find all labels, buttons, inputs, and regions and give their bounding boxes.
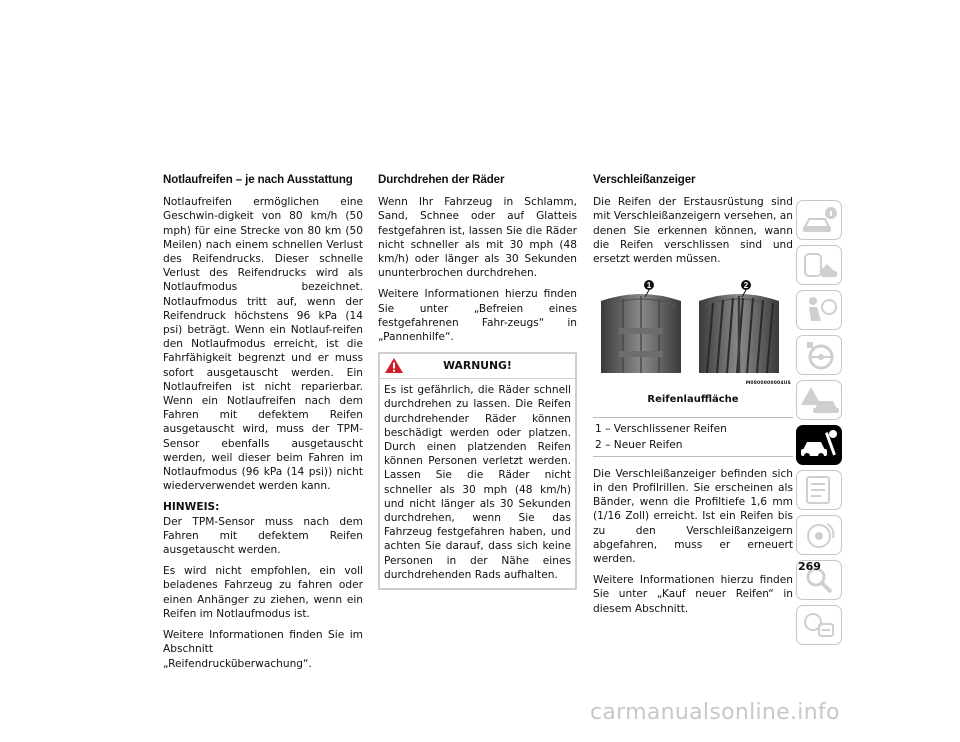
tab-language[interactable] (796, 605, 842, 645)
tab-car-info[interactable] (796, 200, 842, 240)
paragraph: Weitere Informationen hierzu finden Sie unter „Kauf neuer Reifen“ in diesem Abschnitt. (593, 574, 793, 615)
tab-maintenance-list[interactable] (796, 470, 842, 510)
note-title: HINWEIS: (163, 501, 220, 514)
paragraph: Die Reifen der Erstausrüstung sind mit Verschleißanzeigern versehen, an denen Sie erkennen können, wann die Reifen verschlissen sind und ersetzt werden müssen. (593, 196, 794, 266)
worn-tire-image (601, 294, 681, 373)
warning-title: WARNUNG! (443, 359, 512, 373)
marker-2-label: 2 (743, 281, 749, 291)
marker-1-label: 1 (646, 281, 652, 291)
car-wrench-icon (797, 426, 841, 464)
tab-steering-wheel[interactable] (796, 335, 842, 375)
paragraph: Notlaufreifen ermöglichen eine Geschwin-digkeit von 80 km/h (50 mph) für eine Strecke von 80 km (50 Meilen) nach einem schnellen Verlust des Reifendrucks. Dieser schnelle Verlust des Reifendrucks wird als Notlaufmodus bezeichnet. Notlaufmodus tritt auf, wenn der Reifendruck höchstens 96 kPa (14 psi) beträgt. Wenn ein Notlauf-reifen den Notlaufmodus erreicht, ist die Fahrfähigkeit begrenzt und er muss sofort ausgetauscht werden. Ein Notlaufreifen ist nicht reparierbar. Wenn ein Notlaufreifen nach dem Fahren mit defektem Reifen ausgetauscht wird, muss der TPM-Sensor ebenfalls ausgetauscht werden, weil dieser beim Fahren im Notlaufmodus (96 kPa (14 psi)) nicht wiederverwendet werden kann. (163, 196, 363, 493)
multimedia-icon (797, 516, 841, 554)
column-middle (378, 173, 577, 590)
legend-item: 2 – Neuer Reifen (595, 438, 683, 451)
tab-car-wrench[interactable] (796, 425, 842, 465)
new-tire-image (699, 294, 779, 373)
tab-car-key[interactable] (796, 245, 842, 285)
tab-multimedia[interactable] (796, 515, 842, 555)
watermark: carmanualsonline.info (590, 700, 840, 725)
figure-legend (593, 417, 793, 456)
tire-tread-figure (593, 273, 793, 391)
heading-notlaufreifen: Notlaufreifen – je nach Ausstattung (163, 174, 353, 186)
paragraph: Wenn Ihr Fahrzeug in Schlamm, Sand, Schnee oder auf Glatteis festgefahren ist, lassen Sie die Räder nicht schneller als mit 30 mph (48 km/h) oder länger als 30 Sekunden ununterbrochen durchdrehen. (378, 196, 577, 280)
maintenance-list-icon (797, 471, 841, 509)
paragraph: Es wird nicht empfohlen, ein voll beladenes Fahrzeug zu fahren oder einen Anhänger zu ziehen, wenn ein Reifen im Notlaufmodus ist. (163, 565, 363, 620)
paragraph: Weitere Informationen hierzu finden Sie unter „Befreien eines festgefahrenen Fahr-zeugs“ in „Pannenhilfe“. (378, 288, 577, 344)
page-number: 269 (798, 560, 821, 573)
column-right (593, 173, 793, 623)
language-icon (797, 606, 841, 644)
note-text: Der TPM-Sensor muss nach dem Fahren mit defektem Reifen ausgetauscht werden. (163, 515, 363, 557)
paragraph: Die Verschleißanzeiger befinden sich in den Profilrillen. Sie erscheinen als Bänder, wenn die Profiltiefe 1,6 mm (1/16 Zoll) erreicht. Ist ein Reifen bis zu den Verschleißanzeigern abgefahren, muss er erneuert werden. (593, 467, 793, 566)
warning-car-icon (797, 381, 841, 419)
warning-header (380, 354, 575, 379)
legend-item: 1 – Verschlissener Reifen (595, 423, 727, 436)
car-key-icon (797, 246, 841, 284)
chapter-tabs (796, 200, 842, 650)
tab-airbag-seat[interactable] (796, 290, 842, 330)
warning-box (378, 352, 577, 590)
paragraph: Weitere Informationen finden Sie im Abschnitt „Reifendrucküberwachung“. (163, 629, 363, 670)
airbag-seat-icon (797, 291, 841, 329)
heading-verschleissanzeiger: Verschleißanzeiger (593, 174, 696, 186)
car-info-icon (797, 201, 841, 239)
heading-durchdrehen: Durchdrehen der Räder (378, 174, 505, 186)
figure-code: M0800000004US (745, 381, 791, 387)
warning-body (380, 379, 575, 588)
warning-text: Es ist gefährlich, die Räder schnell durchdrehen zu lassen. Die Reifen durchdrehender Räder können beschädigt werden oder platzen. Durch einen platzenden Reifen können Personen verletzt werden. Lassen Sie die Räder nicht schneller als 30 mph (48 km/h) und nicht länger als 30 Sekunden durchdrehen, wenn Sie das Fahrzeug festgefahren haben, und achten Sie darauf, dass sich keine Personen in der Nähe eines durchdrehenden Rads aufhalten. (384, 384, 571, 581)
tire-illustration (593, 273, 793, 391)
note (163, 500, 363, 557)
column-left (163, 173, 363, 678)
steering-wheel-icon (797, 336, 841, 374)
figure-caption: Reifenlauffläche (647, 394, 739, 406)
tab-warning-car[interactable] (796, 380, 842, 420)
